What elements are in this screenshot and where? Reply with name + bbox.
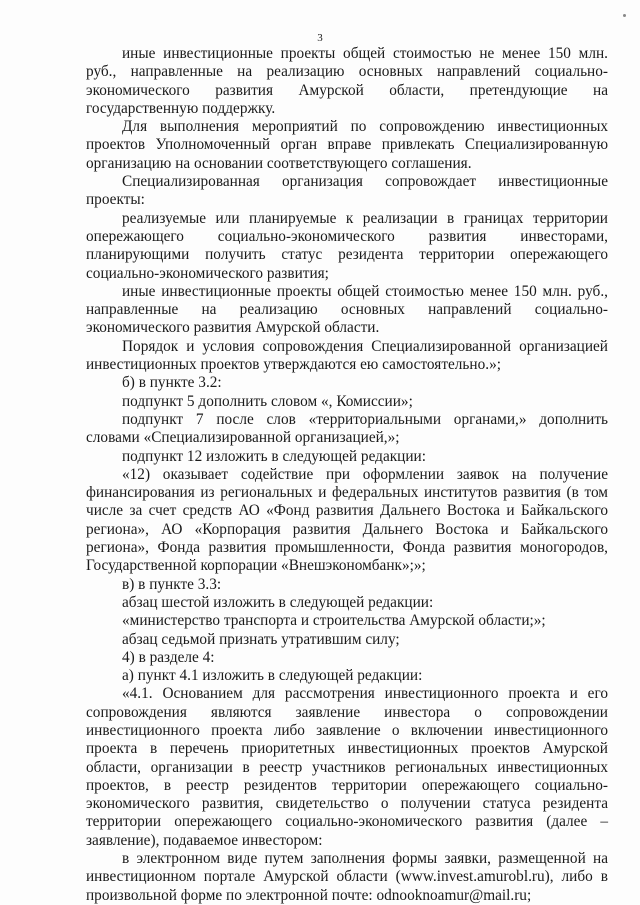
paragraph: иные инвестиционные проекты общей стоимостью не менее 150 млн. руб., направленные на реализацию основных направлений социально-экономического развития Амурской области, претендующие на государственную поддержку. bbox=[86, 45, 608, 117]
paragraph: абзац седьмой признать утратившим силу; bbox=[122, 630, 400, 648]
paragraph: в) в пункте 3.3: bbox=[122, 575, 222, 593]
document-body bbox=[86, 45, 608, 905]
paragraph: Порядок и условия сопровождения Специализированной организацией инвестиционных проектов утверждаются ею самостоятельно.»; bbox=[86, 337, 608, 374]
page-number: 3 bbox=[317, 32, 323, 44]
paragraph: «12) оказывает содействие при оформлении заявок на получение финансирования из региональных и федеральных институтов развития (в том числе за счет средств АО «Фонд развития Дальнего Востока и Байкальского региона», АО «Корпорация развития Дальнего Востока и Байкальского региона», Фонда развития промышленности, Фонда развития моногородов, Государственной корпорации «Внешэкономбанк»;»; bbox=[86, 465, 608, 575]
paragraph: подпункт 12 изложить в следующей редакции: bbox=[122, 447, 426, 465]
paragraph: «4.1. Основанием для рассмотрения инвестиционного проекта и его сопровождения являются заявление инвестора о сопровождении инвестиционного проекта либо заявление о включении инвестиционного проекта в перечень приоритетных инвестиционных проектов Амурской области, организации в реестр участников региональных инвестиционных проектов, в реестр резидентов территории опережающего социально-экономического развития, свидетельство о получении статуса резидента территории опережающего социально-экономического развития (далее – заявление), подаваемое инвестором: bbox=[86, 685, 608, 849]
paragraph: «министерство транспорта и строительства Амурской области;»; bbox=[122, 612, 546, 630]
paragraph: абзац шестой изложить в следующей редакции: bbox=[122, 593, 434, 611]
paragraph: Специализированная организация сопровождает инвестиционные проекты: bbox=[86, 173, 608, 209]
paragraph: б) в пункте 3.2: bbox=[122, 374, 222, 392]
paragraph: в электронном виде путем заполнения формы заявки, размещенной на инвестиционном портале Амурской области (www.invest.amurobl.ru), либо в произвольной форме по электронной почте: odnooknoamur@mail.ru; bbox=[86, 850, 608, 904]
paragraph: подпункт 7 после слов «территориальными органами,» дополнить словами «Специализированной организацией,»; bbox=[86, 410, 608, 447]
paragraph: иные инвестиционные проекты общей стоимостью менее 150 млн. руб., направленные на реализацию основных направлений социально-экономического развития Амурской области. bbox=[86, 282, 608, 337]
paragraph: подпункт 5 дополнить словом «, Комиссии»; bbox=[122, 392, 413, 410]
paragraph: Для выполнения мероприятий по сопровождению инвестиционных проектов Уполномоченный орган вправе привлекать Специализированную организацию на основании соответствующего соглашения. bbox=[86, 118, 608, 172]
paragraph: реализуемые или планируемые к реализации в границах территории опережающего социально-экономического развития инвесторами, планирующими получить статус резидента территории опережающего социально-экономического развития; bbox=[86, 209, 608, 282]
paragraph: 4) в разделе 4: bbox=[122, 648, 215, 666]
paragraph: а) пункт 4.1 изложить в следующей редакции: bbox=[122, 667, 423, 685]
scan-dot bbox=[623, 14, 626, 17]
